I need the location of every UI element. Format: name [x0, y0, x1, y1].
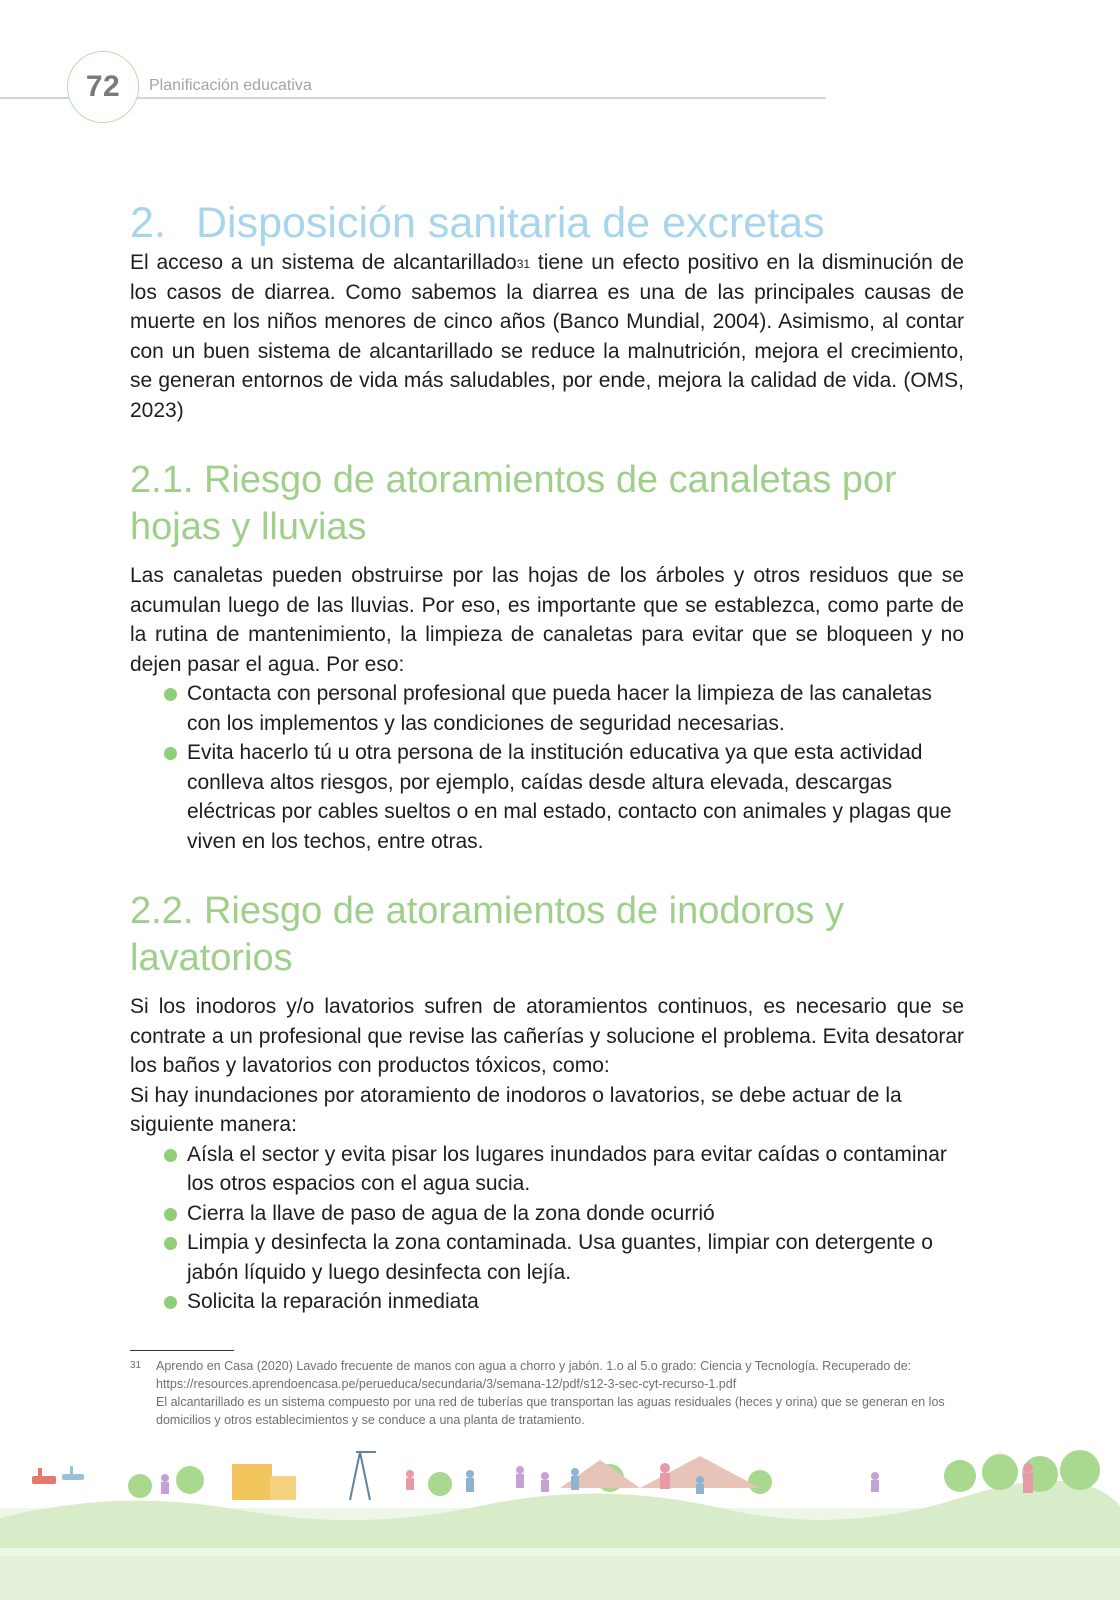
bullet-icon — [164, 1149, 177, 1162]
section-2-1-paragraph: Las canaletas pueden obstruirse por las hojas de los árboles y otros residuos que se acumulan luego de las lluvias. Por eso, es importante que se establezca, como parte de la rutina de mantenimiento, la limpieza de canaletas para evitar que se bloqueen y no dejen pasar el agua. Por eso: — [130, 564, 964, 676]
section-2-2-paragraph-2: Si hay inundaciones por atoramiento de inodoros o lavatorios, se debe actuar de la siguiente manera: — [130, 1083, 902, 1136]
section-2-title: Disposición sanitaria de excretas — [196, 199, 825, 247]
list-item-text: Solicita la reparación inmediata — [187, 1290, 479, 1313]
section-2-1-list — [130, 679, 964, 856]
bullet-icon — [164, 1208, 177, 1221]
bullet-icon — [164, 747, 177, 760]
page-content — [130, 198, 964, 1317]
list-item — [187, 1287, 964, 1317]
section-2-number: 2. — [130, 199, 166, 247]
boat-icon — [32, 1468, 56, 1484]
footnote-text-1: Aprendo en Casa (2020) Lavado frecuente de manos con agua a chorro y jabón. 1.o al 5.o grado: Ciencia y Tecnología. Recuperado de: https://resources.aprendoencasa.pe/perueduca/secundaria/3/semana-12/pdf/s12-3-sec-cyt-recurso-1.pdf — [156, 1359, 912, 1391]
list-item-text: Aísla el sector y evita pisar los lugares inundados para evitar caídas o contaminar los otros espacios con el agua sucia. — [187, 1142, 947, 1195]
bullet-icon — [164, 688, 177, 701]
swing-icon — [350, 1452, 376, 1500]
footnote-text-2: El alcantarillado es un sistema compuesto por una red de tuberías que transportan las aguas residuales (heces y orina) que se generan en los domicilios y otros establecimientos y se conduce a una planta de tratamiento. — [156, 1395, 945, 1427]
page-number: 72 — [85, 70, 121, 103]
bullet-icon — [164, 1296, 177, 1309]
list-item-text: Evita hacerlo tú u otra persona de la institución educativa ya que esta actividad conlleva altos riesgos, por ejemplo, caídas desde altura elevada, descargas eléctricas por cables sueltos o en mal estado, contacto con animales y plagas que viven en los techos, entre otras. — [187, 741, 952, 853]
list-item-text: Cierra la llave de paso de agua de la zona donde ocurrió — [187, 1201, 715, 1225]
footnote-number: 31 — [130, 1360, 142, 1371]
footnote-ref[interactable]: 31 — [516, 257, 531, 271]
building-icon — [232, 1464, 296, 1500]
list-item-text: Contacta con personal profesional que pueda hacer la limpieza de las canaletas con los implementos y las condiciones de seguridad necesarias. — [187, 682, 932, 735]
list-item — [187, 738, 964, 856]
paragraph-text: tiene un efecto positivo en la disminución de los casos de diarrea. Como sabemos la diarrea es una de las principales causas de muerte en los niños menores de cinco años (Banco Mundial, 2004). Asimismo, al contar con un buen sistema de alcantarillado se reduce la malnutrición, mejora el crecimiento, se generan entornos de vida más saludables, por ende, mejora la calidad de vida. (OMS, 2023) — [130, 251, 964, 422]
section-2-2-list — [130, 1140, 964, 1317]
section-2-2-paragraph-1: Si los inodoros y/o lavatorios sufren de atoramientos continuos, es necesario que se contrate a un profesional que revise las cañerías y solucione el problema. Evita desatorar los baños y lavatorios con productos tóxicos, como: — [130, 995, 964, 1077]
list-item — [187, 1140, 964, 1199]
decorative-landscape-illustration — [0, 1448, 1120, 1600]
list-item — [187, 1199, 964, 1229]
section-2-heading — [130, 198, 964, 248]
list-item-text: Limpia y desinfecta la zona contaminada. Usa guantes, limpiar con detergente o jabón líquido y luego desinfecta con lejía. — [187, 1231, 933, 1284]
section-2-1-heading: 2.1. Riesgo de atoramientos de canaletas por hojas y lluvias — [130, 459, 897, 548]
bullet-icon — [164, 1237, 177, 1250]
section-2-2-heading: 2.2. Riesgo de atoramientos de inodoros y lavatorios — [130, 890, 844, 979]
footnote-rule — [130, 1350, 234, 1351]
page-number-badge — [67, 51, 139, 123]
list-item — [187, 1228, 964, 1287]
paragraph-text: El acceso a un sistema de alcantarillado — [130, 251, 517, 274]
running-title: Planificación educativa — [149, 77, 312, 94]
section-2-paragraph — [130, 248, 964, 425]
list-item — [187, 679, 964, 738]
boat-icon — [62, 1466, 84, 1480]
footnote — [130, 1357, 964, 1429]
